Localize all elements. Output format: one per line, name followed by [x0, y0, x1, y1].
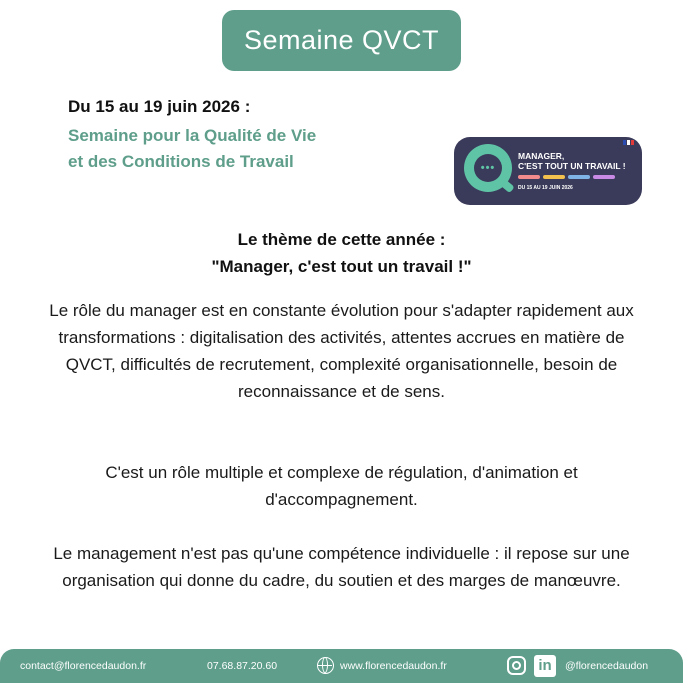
paragraph-3: Le management n'est pas qu'une compétence individuelle : il repose sur une organisation qui donne du cadre, du soutien et des marges de manœuvre.	[53, 544, 630, 590]
contact-footer	[0, 649, 683, 683]
paragraph-1: Le rôle du manager est en constante évolution pour s'adapter rapidement aux transformations : digitalisation des activités, attentes accrues en matière de QVCT, difficultés de recrutement, complexité organisationnelle, besoin de reconnaissance et de sens.	[49, 301, 634, 401]
paragraph-2: C'est un rôle multiple et complexe de régulation, d'animation et d'accompagnement.	[105, 463, 578, 509]
footer-social-handle[interactable]: @florencedaudon	[565, 660, 649, 672]
badge-tag	[568, 175, 590, 179]
badge-headline-line1: MANAGER,	[518, 151, 565, 161]
event-subtitle-line2: et des Conditions de Travail	[68, 152, 294, 171]
theme-label: Le thème de cette année :	[237, 230, 446, 249]
flag-icon	[623, 140, 634, 145]
event-subtitle	[68, 123, 428, 175]
footer-phone[interactable]: 07.68.87.20.60	[207, 660, 278, 672]
speech-bubble-icon: •••	[474, 154, 502, 182]
footer-website[interactable]: www.florencedaudon.fr	[340, 660, 447, 672]
page-title-banner	[222, 10, 461, 71]
event-subtitle-line1: Semaine pour la Qualité de Vie	[68, 126, 317, 145]
event-dates: Du 15 au 19 juin 2026 :	[68, 97, 251, 116]
badge-headline-line2: C'EST TOUT UN TRAVAIL !	[518, 161, 626, 171]
page-title: Semaine QVCT	[243, 25, 440, 55]
instagram-icon[interactable]	[507, 656, 526, 675]
badge-tag	[518, 175, 540, 179]
linkedin-icon[interactable]: in	[534, 655, 556, 677]
campaign-badge	[454, 137, 642, 205]
badge-tag	[543, 175, 565, 179]
footer-email[interactable]: contact@florencedaudon.fr	[20, 660, 147, 672]
badge-tag	[593, 175, 615, 179]
theme-block	[0, 226, 683, 280]
badge-tags	[518, 175, 615, 179]
badge-date: DU 15 AU 19 JUIN 2026	[518, 185, 573, 191]
badge-headline	[518, 151, 636, 171]
globe-icon	[317, 657, 334, 674]
q-logo-tail	[497, 177, 514, 193]
theme-quote: "Manager, c'est tout un travail !"	[211, 257, 472, 276]
